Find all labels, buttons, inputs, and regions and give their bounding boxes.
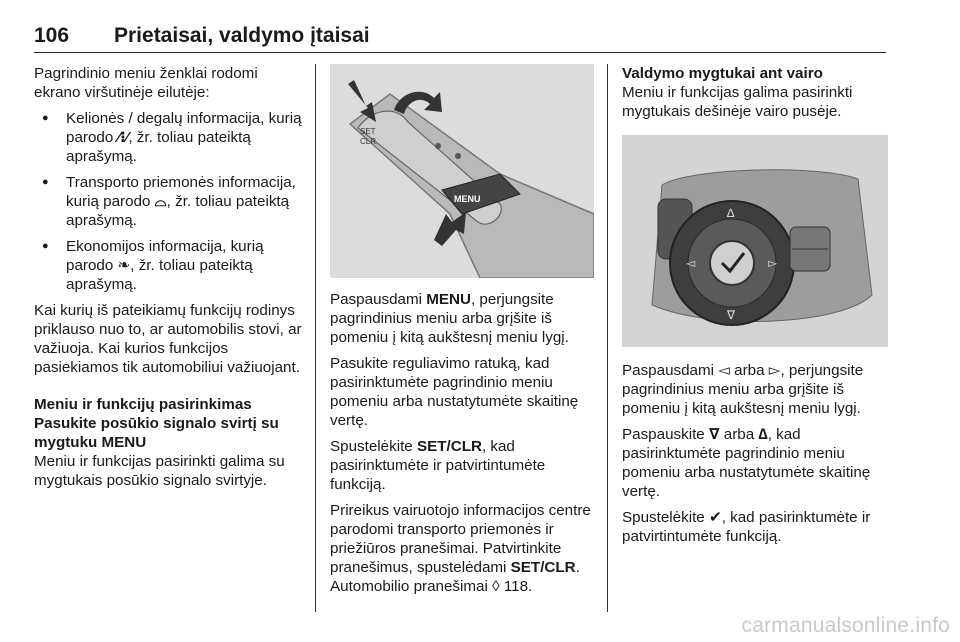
menu-keyword: MENU: [426, 291, 471, 308]
press-arrow-icon: [434, 212, 466, 246]
page-header: [34, 22, 886, 53]
body-text: Pasukite reguliavimo ratuką, kad pasirinktumėte pagrindinio meniu pomeniu arba nustatytumėte skaitinę vertę.: [330, 355, 579, 429]
intro-text: Pagrindinio meniu ženklai rodomi ekrano viršutinėje eilutėje:: [34, 65, 258, 101]
left-icon: ◅: [686, 256, 696, 270]
body-text: Spustelėkite SET/CLR, kad pasirinktumėte ir patvirtintumėte funkciją.: [330, 438, 546, 493]
body-text: Meniu ir funkcijas galima pasirinkti mygtukais dešinėje vairo pusėje.: [622, 84, 853, 120]
body-text: Meniu ir funkcijas pasirinkti galima su mygtukais posūkio signalo svirtyje.: [34, 453, 285, 489]
list-item: ● Ekonomijos informacija, kurią parodo ❧, žr. toliau pateiktą aprašymą.: [34, 237, 306, 294]
list-item: ● Kelionės / degalų informacija, kurią parodo ⁄⁝⁄, žr. toliau pateiktą aprašymą.: [34, 109, 306, 166]
body-text: Spustelėkite ✔, kad pasirinktumėte ir patvirtintumėte funkciją.: [622, 509, 871, 545]
page-reference-icon: ◊: [492, 578, 500, 595]
steering-wheel-controls-figure: [622, 135, 888, 347]
up-arrow-icon: ∆: [758, 426, 768, 443]
ok-button: [710, 241, 754, 285]
body-text: Prireikus vairuotojo informacijos centre parodomi transporto priemonės ir priežiūros pranešimai. Patvirtinkite pranešimus, spustelėdami SET/CLR. Automobilio pranešimai ◊ 118.: [330, 502, 591, 595]
subsection-heading: Pasukite posūkio signalo svirtį su mygtuku MENU: [34, 415, 279, 451]
turn-signal-lever-figure: [330, 64, 594, 278]
left-arrow-icon: ◅: [718, 362, 730, 379]
body-text: Kai kurių iš pateikiamų funkcijų rodinys priklauso nuo to, ar automobilis stovi, ar važiuoja. Kai kurios funkcijos pasiekiamos tik automobiliui važiuojant.: [34, 302, 302, 376]
steering-wheel-illustration: [622, 135, 888, 347]
menu-button-label: MENU: [454, 194, 481, 204]
page-title: Prietaisai, valdymo įtaisai: [114, 24, 370, 47]
column-left: [34, 64, 306, 497]
watermark: carmanualsonline.info: [741, 614, 950, 637]
svg-text:CLR: CLR: [360, 137, 377, 146]
body-text: Paspausdami MENU, perjungsite pagrindinius meniu arba grįšite iš pomeniu į kitą aukštesnį meniu lygį.: [330, 291, 569, 346]
rotate-arrow-icon: [394, 92, 442, 114]
eco-icon: ❧: [117, 257, 131, 274]
set-clr-keyword: SET/CLR: [510, 559, 576, 576]
lever-illustration: [330, 64, 594, 278]
column-divider: [315, 64, 316, 612]
down-arrow-icon: ∇: [708, 426, 720, 443]
set-clr-label: SET: [360, 127, 376, 136]
up-icon: ∆: [727, 206, 735, 220]
body-text: Paspausdami ◅ arba ▻, perjungsite pagrindinius meniu arba grįšite iš pomeniu į kitą aukštesnį meniu lygį.: [622, 362, 864, 417]
trip-fuel-icon: ⁄⁝⁄: [117, 129, 129, 146]
column-divider: [607, 64, 608, 612]
vehicle-icon: ⌓: [154, 193, 167, 210]
section-heading: Valdymo mygtukai ant vairo: [622, 65, 823, 82]
page-number: 106: [34, 24, 70, 47]
column-middle: [330, 64, 596, 603]
set-clr-keyword: SET/CLR: [416, 438, 482, 455]
section-heading: Meniu ir funkcijų pasirinkimas: [34, 396, 252, 413]
body-text: Paspauskite ∇ arba ∆, kad pasirinktumėte pagrindinio meniu pomeniu arba nustatytumėte skaitinę vertę.: [622, 426, 871, 500]
check-icon: ✔: [708, 509, 722, 526]
down-icon: ∇: [727, 308, 736, 322]
column-right: [622, 64, 888, 553]
menu-icon-list: [34, 109, 306, 294]
right-icon: ▻: [768, 256, 778, 270]
list-item: ● Transporto priemonės informacija, kurią parodo ⌓, žr. toliau pateiktą aprašymą.: [34, 173, 306, 230]
right-arrow-icon: ▻: [768, 362, 781, 379]
